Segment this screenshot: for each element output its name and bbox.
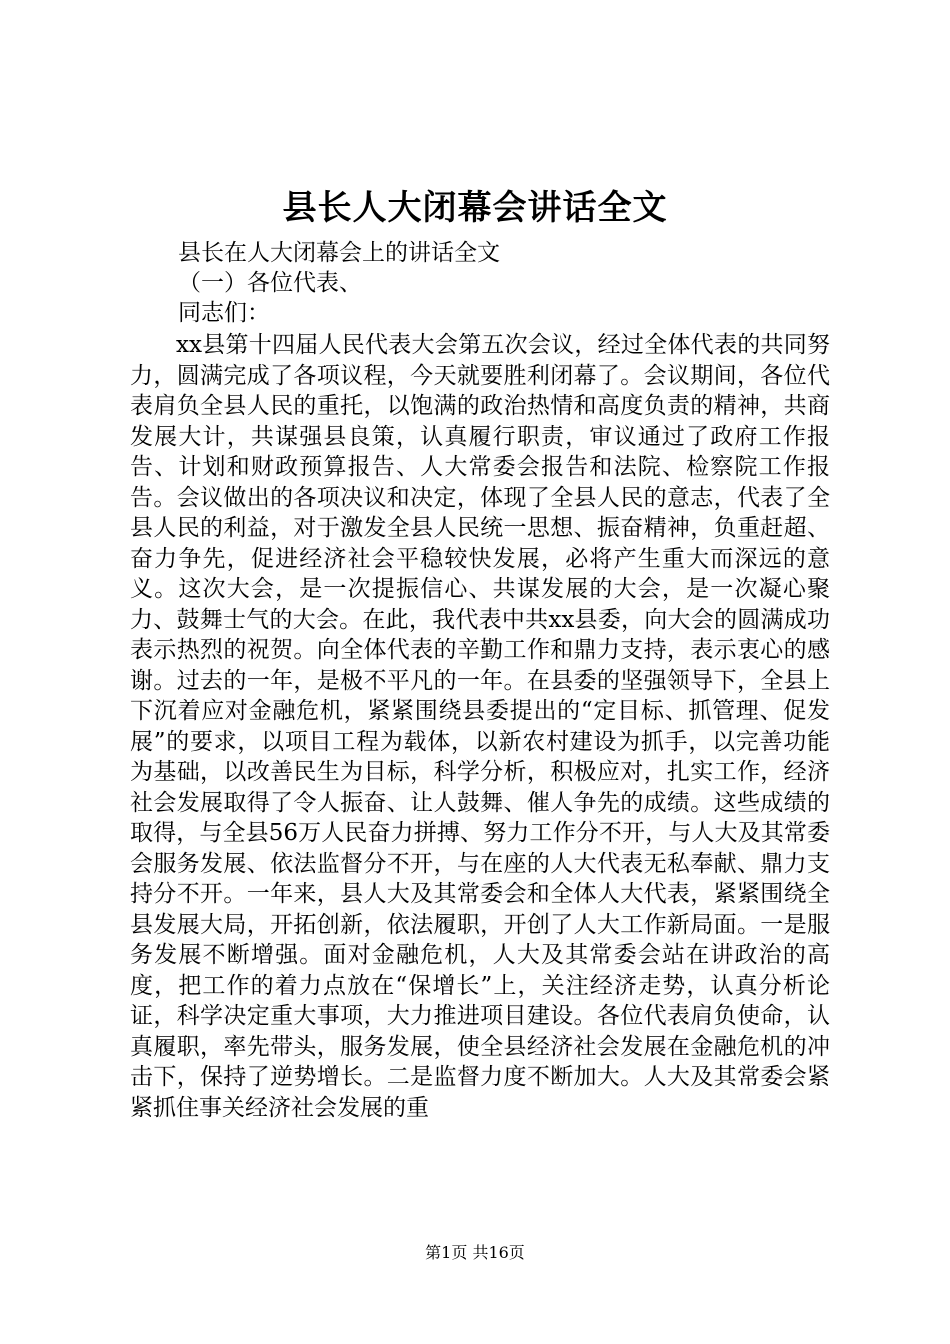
document-title: 县长人大闭幕会讲话全文: [282, 188, 668, 228]
page-footer: 第1页 共16页: [425, 1243, 525, 1262]
salutation: 同志们：: [178, 300, 270, 326]
document-subtitle: 县长在人大闭幕会上的讲话全文: [178, 240, 500, 266]
body-paragraph: xx县第十四届人民代表大会第五次会议，经过全体代表的共同努力，圆满完成了各项议程，今天就要胜利闭幕了。会议期间，各位代表肩负全县人民的重托，以饱满的政治热情和高度负责的精神，共商发展大计，共谋强县良策，认真履行职责，审议通过了政府工作报告、计划和财政预算报告、人大常委会报告和法院、检察院工作报告。会议做出的各项决议和决定，体现了全县人民的意志，代表了全县人民的利益，对于激发全县人民统一思想、振奋精神，负重赶超、奋力争先，促进经济社会平稳较快发展，必将产生重大而深远的意义。这次大会，是一次提振信心、共谋发展的大会，是一次凝心聚力、鼓舞士气的大会。在此，我代表中共xx县委，向大会的圆满成功表示热烈的祝贺。向全体代表的辛勤工作和鼎力支持，表示衷心的感谢。过去的一年，是极不平凡的一年。在县委的坚强领导下，全县上下沉着应对金融危机，紧紧围绕县委提出的“定目标、抓管理、促发展”的要求，以项目工程为载体，以新农村建设为抓手，以完善功能为基础，以改善民生为目标，科学分析，积极应对，扎实工作，经济社会发展取得了令人振奋、让人鼓舞、催人争先的成绩。这些成绩的取得，与全县56万人民奋力拼搏、努力工作分不开，与人大及其常委会服务发展、依法监督分不开，与在座的人大代表无私奉献、鼎力支持分不开。一年来，县人大及其常委会和全体人大代表，紧紧围绕全县发展大局，开拓创新，依法履职，开创了人大工作新局面。一是服务发展不断增强。面对金融危机，人大及其常委会站在讲政治的高度，把工作的着力点放在“保增长”上，关注经济走势，认真分析论证，科学决定重大事项，大力推进项目建设。各位代表肩负使命，认真履职，率先带头，服务发展，使全县经济社会发展在金融危机的冲击下，保持了逆势增长。二是监督力度不断加大。人大及其常委会紧紧抓住事关经济社会发展的重: [130, 332, 830, 1121]
section-heading: （一）各位代表、: [178, 270, 362, 296]
